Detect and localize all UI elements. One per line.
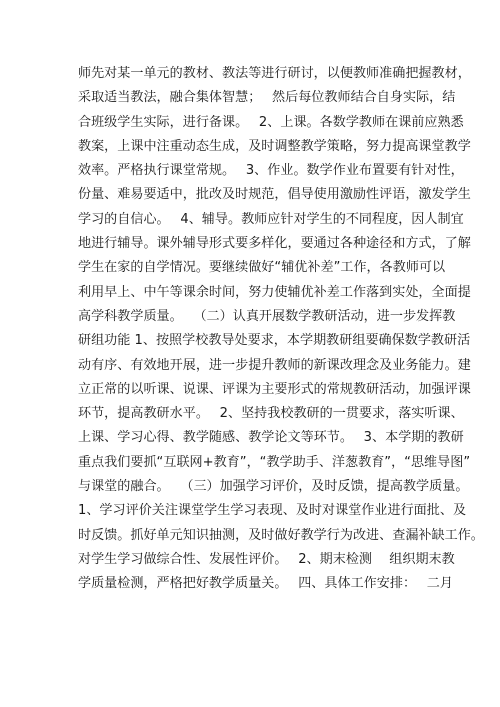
text-line: 学习的自信心。 4、辅导。教师应针对学生的不同程度，因人制宜 [78,211,464,227]
text-line: 效率。严格执行课堂常规。 3、作业。数学作业布置要有针对性， [78,163,464,179]
text-line: 与课堂的融合。 （三）加强学习评价，及时反馈，提高教学质量。 [78,479,469,495]
text-line: 高学科教学质量。 （二）认真开展数学教研活动，进一步发挥教 [78,308,456,324]
text-line: 动有序、有效地开展，进一步提升教师的新课改理念及业务能力。建 [78,357,471,373]
body-text [78,62,484,597]
text-line: 对学生学习做综合性、发展性评价。 2、期末检测 组织期末教 [78,551,455,567]
text-line: 1、学习评价关注课堂学生学习表现、及时对课堂作业进行面批、及 [78,503,467,519]
text-line: 师先对某一单元的教材、教法等进行研讨，以便教师准确把握教材， [78,66,471,81]
text-line: 学生在家的自学情况。要继续做好“辅优补差”工作，各教师可以 [78,260,446,276]
text-line: 地进行辅导。课外辅导形式要多样化，要通过各种途径和方式，了解 [78,236,471,252]
text-line: 时反馈。抓好单元知识抽测，及时做好教学行为改进、查漏补缺工作。 [78,527,484,543]
text-line: 份量、难易要适中，批改及时规范，倡导使用激励性评语，激发学生 [78,187,471,203]
text-line: 环节，提高教研水平。 2、坚持我校教研的一贯要求，落实听课、 [78,406,464,422]
text-line: 立正常的以听课、说课、评课为主要形式的常规教研活动，加强评课 [78,381,471,397]
text-line: 研组功能 1、按照学校教导处要求，本学期教研组要确保数学教研活 [78,333,471,349]
text-line: 合班级学生实际，进行备课。 2、上课。各数学教师在课前应熟悉 [78,114,464,130]
text-line: 教案，上课中注重动态生成，及时调整教学策略，努力提高课堂教学 [78,138,471,154]
text-line: 学质量检测，严格把好教学质量关。 四、具体工作安排： 二月 [78,576,453,592]
text-line: 利用早上、中午等课余时间，努力使辅优补差工作落到实处，全面提 [78,284,471,300]
text-line: 采取适当教法，融合集体智慧； 然后每位教师结合自身实际，结 [78,90,456,106]
text-line: 上课、学习心得、教学随感、教学论文等环节。 3、本学期的教研 [78,430,464,446]
text-line: 重点我们要抓“互联网+教育”，“教学助手、洋葱教育”，“思维导图” [78,454,471,470]
